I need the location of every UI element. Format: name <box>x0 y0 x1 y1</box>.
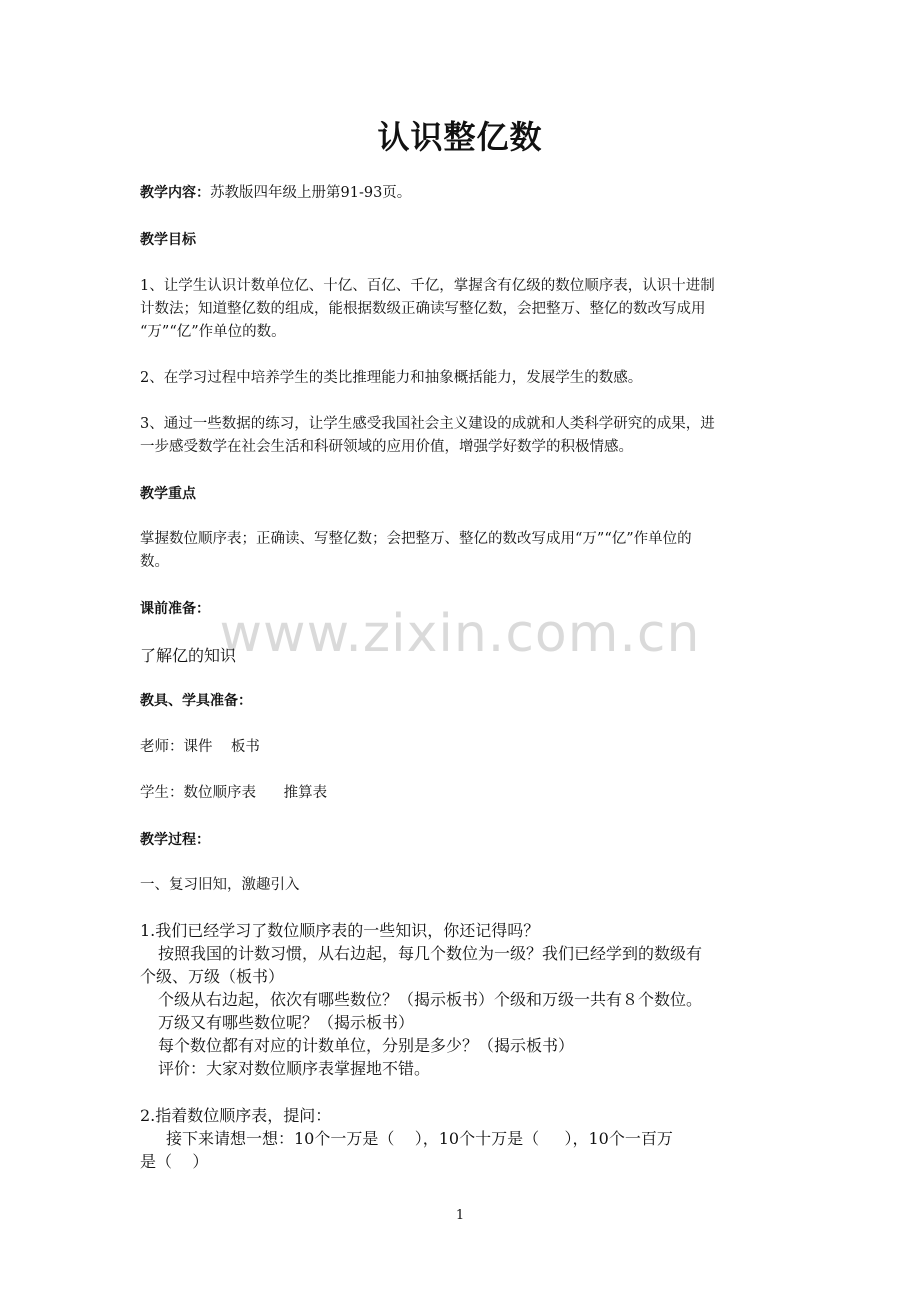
student-tools: 学生：数位顺序表 推算表 <box>140 785 328 801</box>
part-2-line-3: 是（ ） <box>140 1152 209 1171</box>
part-1-line-5: 万级又有哪些数位呢？（揭示板书） <box>158 1013 415 1032</box>
part-1-line-7: 评价：大家对数位顺序表掌握地不错。 <box>158 1059 431 1078</box>
part-1-line-1: 1.我们已经学习了数位顺序表的一些知识，你还记得吗？ <box>140 921 540 940</box>
process-heading: 教学过程： <box>140 832 210 848</box>
key-points-line-2: 数。 <box>140 554 169 570</box>
watermark: www.zixin.com.cn <box>219 604 701 664</box>
teaching-content-label: 教学内容： <box>140 185 210 201</box>
part-1-line-2: 按照我国的计数习惯，从右边起，每几个数位为一级？我们已经学到的数级有 <box>158 944 703 963</box>
key-points-line-1: 掌握数位顺序表；正确读、写整亿数；会把整万、整亿的数改写成用“万”“亿”作单位的 <box>140 531 692 547</box>
goal-1-line-2: 计数法；知道整亿数的组成，能根据数级正确读写整亿数，会把整万、整亿的数改写成用 <box>140 301 706 317</box>
teacher-tools: 老师：课件 板书 <box>140 739 260 755</box>
goal-1-line-1: 1、让学生认识计数单位亿、十亿、百亿、千亿，掌握含有亿级的数位顺序表，认识十进制 <box>140 278 715 294</box>
process-step-1: 一、复习旧知，激趣引入 <box>140 877 300 893</box>
teaching-content-value: 苏教版四年级上册第91-93页。 <box>210 185 412 201</box>
key-points-heading: 教学重点 <box>140 486 196 502</box>
goal-1-line-3: “万”“亿”作单位的数。 <box>140 324 286 340</box>
goal-2: 2、在学习过程中培养学生的类比推理能力和抽象概括能力，发展学生的数感。 <box>140 370 643 386</box>
prep-heading: 课前准备： <box>140 601 210 617</box>
document-title: 认识整亿数 <box>377 118 543 156</box>
part-1-line-3: 个级、万级（板书） <box>140 967 285 986</box>
tools-heading: 教具、学具准备： <box>140 693 252 709</box>
part-1-line-6: 每个数位都有对应的计数单位，分别是多少？（揭示板书） <box>158 1036 575 1055</box>
prep-text: 了解亿的知识 <box>140 646 237 665</box>
goals-heading: 教学目标 <box>140 232 196 248</box>
page-number: 1 <box>455 1208 465 1223</box>
goal-3-line-1: 3、通过一些数据的练习，让学生感受我国社会主义建设的成就和人类科学研究的成果，进 <box>140 416 715 432</box>
part-1-line-4: 个级从右边起，依次有哪些数位？（揭示板书）个级和万级一共有８个数位。 <box>158 990 703 1009</box>
teaching-content-line <box>140 182 790 205</box>
part-2-line-2: 接下来请想一想：10个一万是（ ），10个十万是（ ），10个一百万 <box>166 1129 673 1148</box>
part-2-line-1: 2.指着数位顺序表，提问： <box>140 1106 332 1125</box>
goal-3-line-2: 一步感受数学在社会生活和科研领域的应用价值，增强学好数学的积极情感。 <box>140 439 633 455</box>
